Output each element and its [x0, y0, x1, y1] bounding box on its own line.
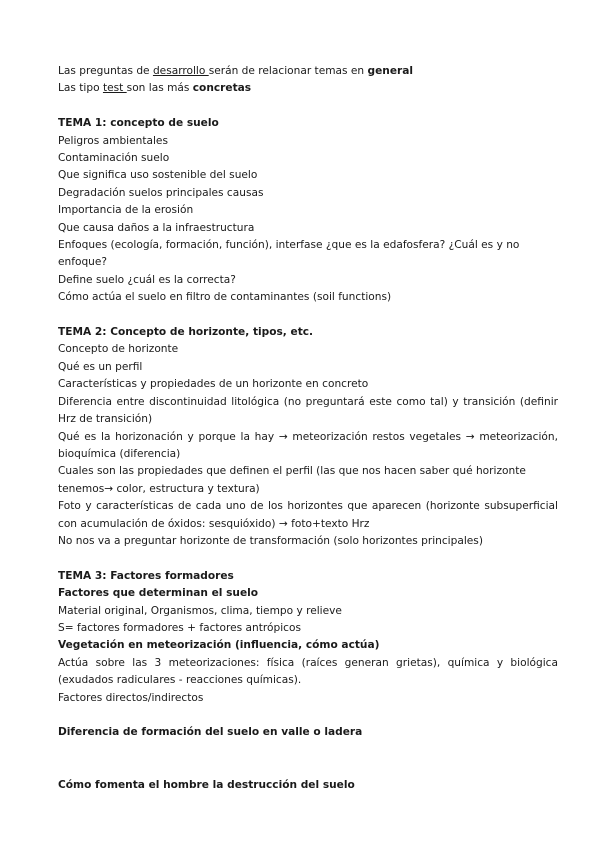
tema1-item: Enfoques (ecología, formación, función), interfase ¿que es la edafosfera? ¿Cuál es y no enfoque?: [58, 239, 520, 269]
tema1-item: Que causa daños a la infraestructura: [58, 221, 255, 234]
tema1-item: Importancia de la erosión: [58, 204, 194, 217]
intro-line-development: [58, 63, 558, 80]
underlined-word-test: test: [102, 82, 127, 95]
tema1-title: TEMA 1: concepto de suelo: [58, 117, 219, 130]
tema3-title: TEMA 3: Factores formadores: [58, 569, 234, 582]
spacer: [58, 307, 558, 324]
tema1-item: Que significa uso sostenible del suelo: [58, 169, 258, 182]
spacer: [58, 707, 558, 724]
tema3-item: Material original, Organismos, clima, tiempo y relieve: [58, 604, 342, 617]
extra-heading-valle-ladera: Diferencia de formación del suelo en valle o ladera: [58, 726, 363, 739]
tema2-item: Qué es un perfil: [58, 360, 143, 373]
intro-text: Las tipo: [58, 82, 103, 95]
tema2-item: Foto y características de cada uno de los horizontes que aparecen (horizonte subsuperficial con acumulación de óxidos: sesquióxido) → foto+texto Hrz: [58, 500, 558, 530]
intro-line-test: [58, 80, 558, 97]
tema1-item: Contaminación suelo: [58, 152, 170, 165]
tema2-title: TEMA 2: Concepto de horizonte, tipos, etc.: [58, 326, 314, 339]
tema3-subtitle: Factores que determinan el suelo: [58, 587, 259, 600]
underlined-word-desarrollo: desarrollo: [152, 65, 209, 77]
tema1-item: Cómo actúa el suelo en filtro de contaminantes (soil functions): [58, 291, 392, 304]
intro-text: serán de relacionar temas en: [208, 65, 368, 77]
tema2-item: No nos va a preguntar horizonte de transformación (solo horizontes principales): [58, 534, 483, 547]
spacer: [58, 742, 558, 777]
tema1-item: Peligros ambientales: [58, 134, 168, 147]
spacer: [58, 98, 558, 115]
tema3-subtitle: Vegetación en meteorización (influencia, cómo actúa): [58, 639, 380, 652]
tema2-item: Diferencia entre discontinuidad litológica (no preguntará este como tal) y transición (definir Hrz de transición): [58, 395, 558, 426]
tema2-item: Qué es la horizonación y porque la hay → meteorización restos vegetales → meteorización, bioquímica (diferencia): [58, 430, 558, 460]
intro-text: son las más: [126, 82, 193, 95]
tema2-item: Concepto de horizonte: [58, 343, 179, 356]
tema3-item: Actúa sobre las 3 meteorizaciones: física (raíces generan grietas), química y biológica (exudados radiculares - reacciones químicas).: [58, 656, 558, 687]
bold-word-general: general: [367, 65, 414, 77]
tema1-item: Define suelo ¿cuál es la correcta?: [58, 273, 236, 286]
tema2-item: Características y propiedades de un horizonte en concreto: [58, 378, 369, 391]
intro-text: Las preguntas de: [58, 65, 153, 77]
document-page: [58, 63, 558, 794]
bold-word-concretas: concretas: [192, 82, 252, 95]
tema3-item: S= factores formadores + factores antrópicos: [58, 621, 302, 634]
extra-heading-destruccion: Cómo fomenta el hombre la destrucción del suelo: [58, 778, 355, 791]
tema3-item: Factores directos/indirectos: [58, 691, 204, 704]
spacer: [58, 550, 558, 567]
tema1-item: Degradación suelos principales causas: [58, 186, 264, 199]
tema2-item: Cuales son las propiedades que definen el perfil (las que nos hacen saber qué horizonte tenemos→ color, estructura y textura): [58, 465, 526, 495]
